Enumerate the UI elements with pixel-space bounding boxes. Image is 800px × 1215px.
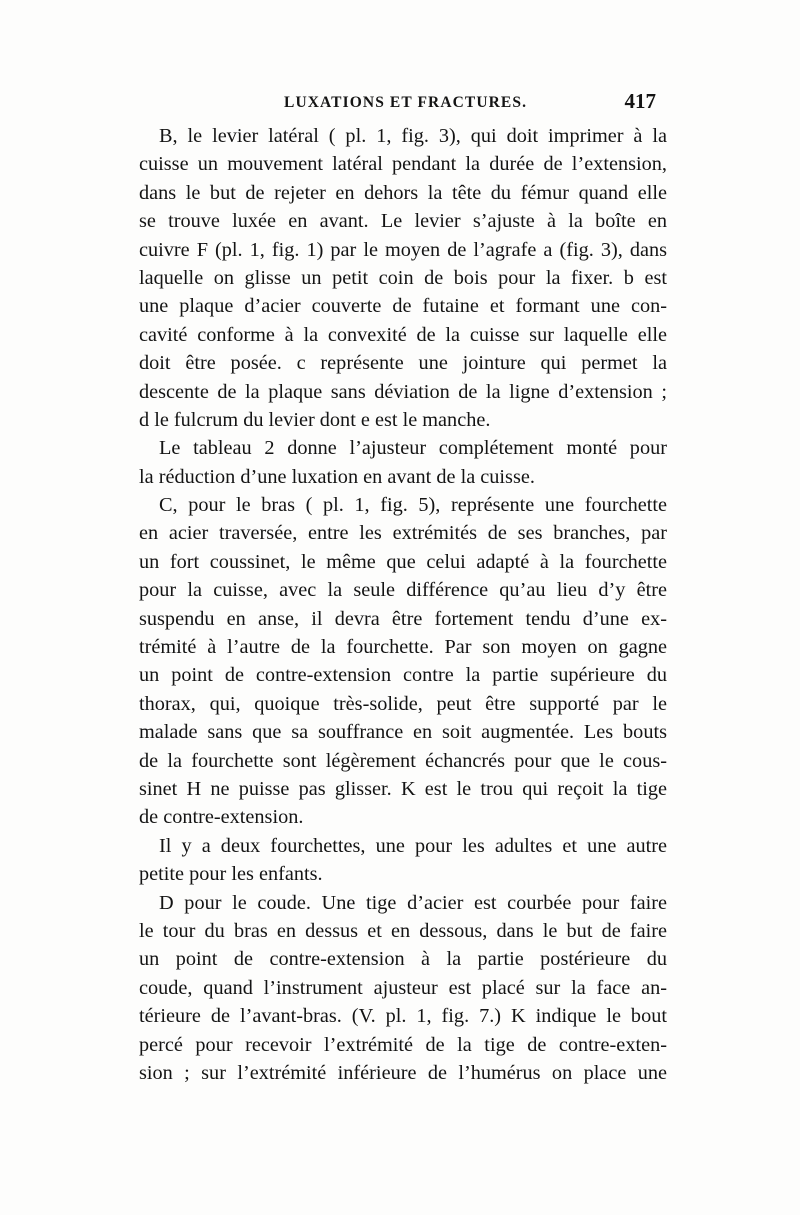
text-line: se trouve luxée en avant. Le levier s’ajuste à la boîte en [139, 210, 667, 233]
text-line: doit être posée. c représente une jointure qui permet la [139, 352, 667, 375]
text-line: Le tableau 2 donne l’ajusteur complétement monté pour [159, 437, 667, 460]
body-text [139, 122, 667, 1087]
text-line: d le fulcrum du levier dont e est le manche. [139, 408, 491, 431]
text-line: dans le but de rejeter en dehors la tête du fémur quand elle [139, 181, 667, 204]
text-line: térieure de l’avant-bras. (V. pl. 1, fig. 7.) K indique le bout [139, 1005, 667, 1028]
text-line: suspendu en anse, il devra être fortement tendu d’une ex- [139, 607, 667, 630]
page-header [284, 89, 656, 120]
text-line: sion ; sur l’extrémité inférieure de l’humérus on place une [139, 1061, 667, 1084]
text-line: de la fourchette sont légèrement échancrés pour que le cous- [139, 749, 667, 772]
text-line: le tour du bras en dessus et en dessous, dans le but de faire [139, 919, 667, 942]
text-line: laquelle on glisse un petit coin de bois pour la fixer. b est [139, 266, 667, 289]
text-line: percé pour recevoir l’extrémité de la tige de contre-exten- [139, 1033, 667, 1056]
text-line: trémité à l’autre de la fourchette. Par son moyen on gagne [139, 636, 667, 659]
text-line: de contre-extension. [139, 806, 304, 829]
text-line: coude, quand l’instrument ajusteur est placé sur la face an- [139, 976, 667, 999]
text-line: pour la cuisse, avec la seule différence qu’au lieu d’y être [139, 579, 667, 602]
text-line: thorax, qui, quoique très-solide, peut être supporté par le [139, 692, 667, 715]
text-line: D pour le coude. Une tige d’acier est courbée pour faire [159, 891, 667, 914]
text-line: petite pour les enfants. [139, 863, 323, 886]
text-line: Il y a deux fourchettes, une pour les adultes et une autre [159, 834, 667, 857]
text-line: un point de contre-extension à la partie postérieure du [139, 948, 667, 971]
text-line: un fort coussinet, le même que celui adapté à la fourchette [139, 550, 667, 573]
text-line: B, le levier latéral ( pl. 1, fig. 3), qui doit imprimer à la [159, 125, 667, 147]
running-title: LUXATIONS ET FRACTURES. [284, 94, 528, 111]
text-line: sinet H ne puisse pas glisser. K est le trou qui reçoit la tige [139, 777, 667, 800]
text-line: cuisse un mouvement latéral pendant la durée de l’extension, [139, 153, 667, 176]
text-line: C, pour le bras ( pl. 1, fig. 5), représente une fourchette [159, 494, 667, 517]
text-line: descente de la plaque sans déviation de la ligne d’extension ; [139, 380, 667, 403]
text-line: la réduction d’une luxation en avant de la cuisse. [139, 465, 535, 488]
text-line: un point de contre-extension contre la partie supérieure du [139, 664, 667, 687]
text-line: cavité conforme à la convexité de la cuisse sur laquelle elle [139, 323, 667, 346]
text-line: une plaque d’acier couverte de futaine et formant une con- [139, 295, 667, 318]
text-line: en acier traversée, entre les extrémités de ses branches, par [139, 522, 667, 545]
text-line: malade sans que sa souffrance en soit augmentée. Les bouts [139, 721, 667, 744]
page-number: 417 [624, 89, 656, 113]
text-line: cuivre F (pl. 1, fig. 1) par le moyen de l’agrafe a (fig. 3), dans [139, 238, 667, 261]
